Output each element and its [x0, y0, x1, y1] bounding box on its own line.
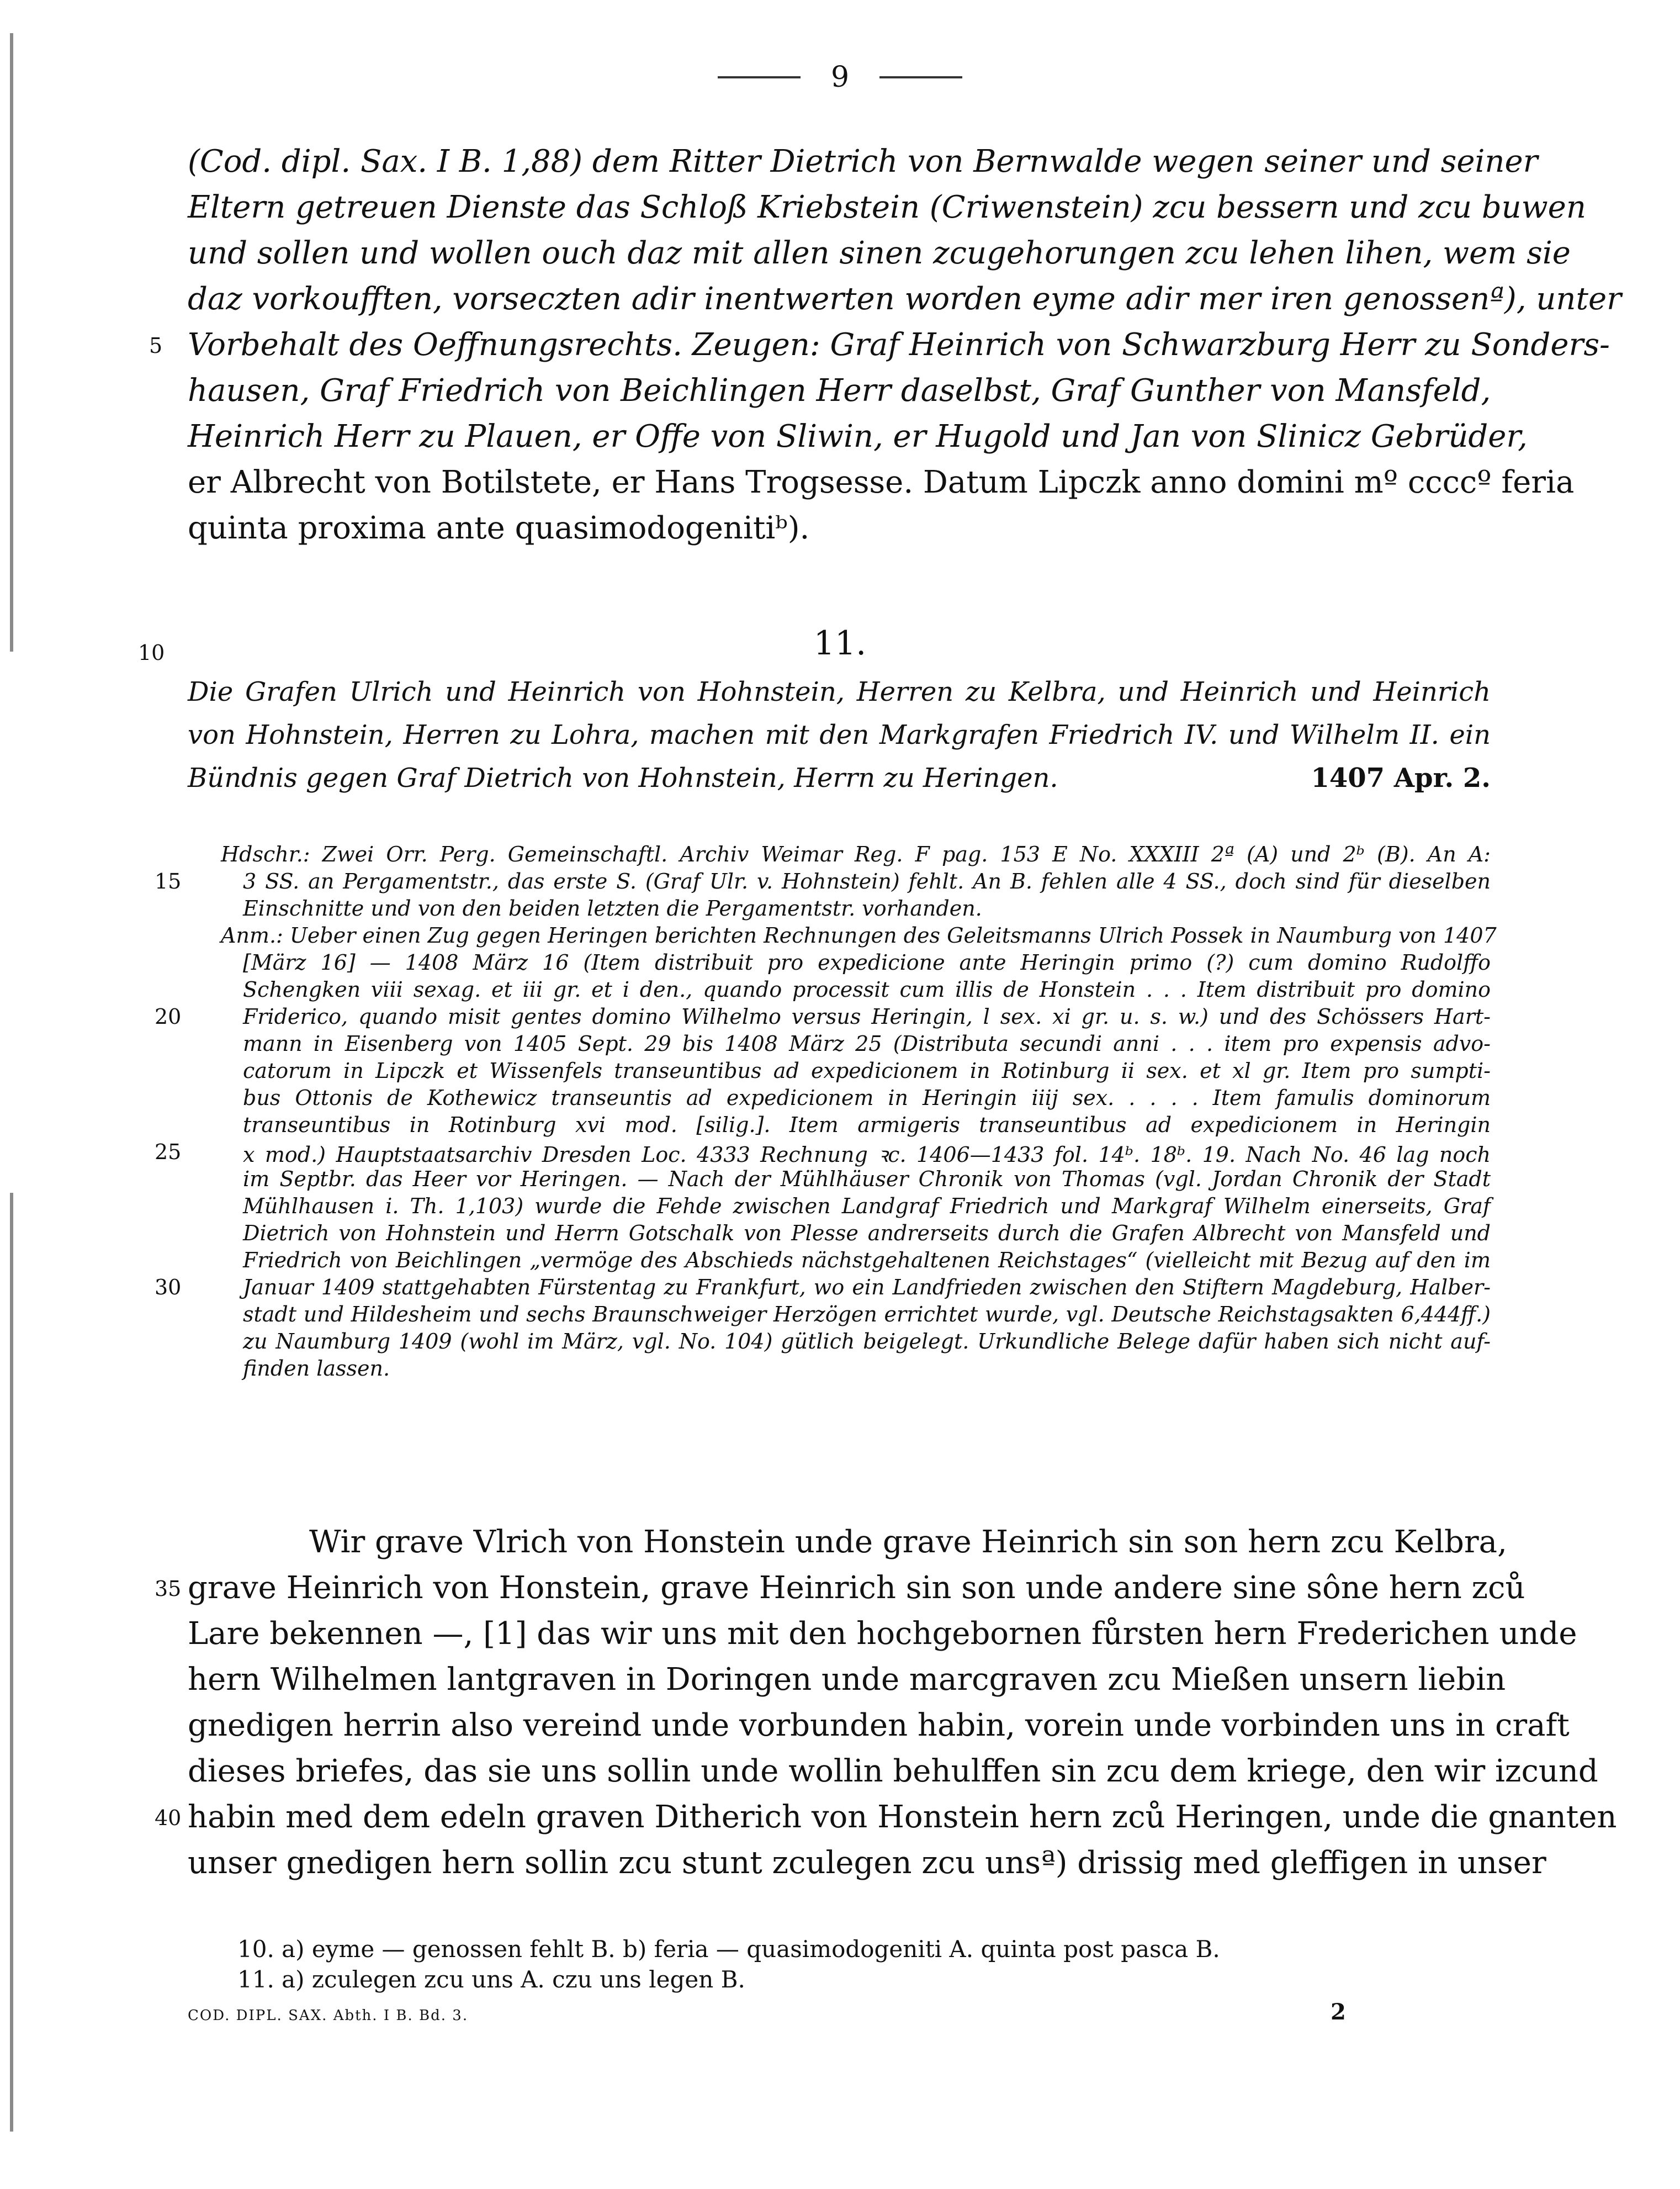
- text-line: Heinrich Herr zu Plauen, er Offe von Sliwin, er Hugold und Jan von Slinicz Gebrüder,: [188, 419, 1528, 454]
- text-line: (Cod. dipl. Sax. I B. 1,88) dem Ritter Dietrich von Bernwalde wegen seiner und seiner: [188, 144, 1538, 179]
- page-number: 9: [830, 61, 850, 94]
- line-number: 40: [155, 1806, 182, 1830]
- text-line: und sollen und wollen ouch daz mit allen sinen zcugehorungen zcu lehen lihen, wem sie: [188, 235, 1571, 271]
- note-line: x mod.) Hauptstaatsarchiv Dresden Loc. 4333 Rechnung ꝛc. 1406—1433 fol. 14ᵇ. 18ᵇ. 19. Nach No. 46 lag noch: [243, 1143, 1491, 1167]
- line-number: 30: [155, 1275, 182, 1299]
- line-number: 15: [155, 869, 182, 893]
- note-line: bus Ottonis de Kothewicz transeuntis ad expedicionem in Heringin iiij sex. . . . . Item famulis dominorum: [243, 1086, 1491, 1110]
- regest-line: von Hohnstein, Herren zu Lohra, machen mit den Markgrafen Friedrich IV. und Wilhelm II. ein: [188, 720, 1491, 750]
- text-line: er Albrecht von Botilstete, er Hans Trogsesse. Datum Lipczk anno domini mº ccccº feria: [188, 464, 1575, 500]
- document-number: 11.: [813, 624, 867, 663]
- note-line: Mühlhausen i. Th. 1,103) wurde die Fehde zwischen Landgraf Friedrich und Markgraf Wilhelm einerseits, Graf: [243, 1194, 1491, 1218]
- line-number: 20: [155, 1004, 182, 1029]
- note-line: catorum in Lipczk et Wissenfels transeuntibus ad expedicionem in Rotinburg ii sex. et xl gr. Item pro sumpti-: [243, 1059, 1491, 1083]
- line-number: 25: [155, 1140, 182, 1164]
- line-number: 5: [149, 334, 163, 358]
- note-line: Schengken viii sexag. et iii gr. et i den., quando processit cum illis de Honstein . . . Item distribuit pro domino: [243, 977, 1491, 1002]
- sheet-number: 2: [1331, 1999, 1346, 2025]
- regest-line: Bündnis gegen Graf Dietrich von Hohnstein, Herrn zu Heringen. 1407 Apr. 2.: [188, 763, 1491, 794]
- document-date: 1407 Apr. 2.: [1311, 763, 1491, 794]
- scan-margin-mark: [10, 33, 13, 652]
- note-line: [März 16] — 1408 März 16 (Item distribuit pro expedicione ante Heringin primo (?) cum domino Rudolffo: [243, 950, 1491, 975]
- text-line: hern Wilhelmen lantgraven in Doringen unde marcgraven zcu Mießen unsern liebin: [188, 1662, 1506, 1698]
- scan-margin-mark: [10, 1193, 13, 2132]
- line-number: 35: [155, 1577, 182, 1601]
- note-line: Hdschr.: Zwei Orr. Perg. Gemeinschaftl. Archiv Weimar Reg. F pag. 153 E No. XXXIII 2ª (A) und 2ᵇ (B). An A:: [221, 842, 1491, 866]
- note-line: stadt und Hildesheim und sechs Braunschweiger Herzögen errichtet wurde, vgl. Deutsche Reichstagsakten 6,444ff.): [243, 1302, 1491, 1326]
- line-number: 10: [138, 641, 165, 665]
- text-line: Eltern getreuen Dienste das Schloß Kriebstein (Criwenstein) zcu bessern und zcu buwen: [188, 189, 1586, 225]
- note-line: Friedrich von Beichlingen „vermöge des Abschieds nächstgehaltenen Reichstages“ (vielleicht mit Bezug auf den im: [243, 1248, 1491, 1272]
- text-line: Vorbehalt des Oeffnungsrechts. Zeugen: Graf Heinrich von Schwarzburg Herr zu Sonders-: [188, 327, 1610, 363]
- note-line: 3 SS. an Pergamentstr., das erste S. (Graf Ulr. v. Hohnstein) fehlt. An B. fehlen alle 4 SS., doch sind für dieselben: [243, 869, 1491, 893]
- text-line: hausen, Graf Friedrich von Beichlingen Herr daselbst, Graf Gunther von Mansfeld,: [188, 373, 1491, 409]
- note-line: im Septbr. das Heer vor Heringen. — Nach der Mühlhäuser Chronik von Thomas (vgl. Jordan Chronik der Stadt: [243, 1167, 1491, 1191]
- footnote-line: 10. a) eyme — genossen fehlt B. b) feria — quasimodogeniti A. quinta post pasca B.: [237, 1936, 1220, 1963]
- note-line: mann in Eisenberg von 1405 Sept. 29 bis 1408 März 25 (Distributa secundi anni . . . item pro expensis advo-: [243, 1032, 1491, 1056]
- note-line: Friderico, quando misit gentes domino Wilhelmo versus Heringin, l sex. xi gr. u. s. w.) und des Schössers Hart-: [243, 1004, 1491, 1029]
- note-line: Dietrich von Hohnstein und Herrn Gotschalk von Plesse andrerseits durch die Grafen Albrecht von Mansfeld und: [243, 1221, 1491, 1245]
- volume-signature: COD. DIPL. SAX. Abth. I B. Bd. 3.: [188, 2007, 469, 2024]
- header-rule-left: [718, 76, 801, 78]
- header-rule-right: [879, 76, 962, 78]
- regest-line: Die Grafen Ulrich und Heinrich von Hohnstein, Herren zu Kelbra, und Heinrich und Heinrich: [188, 676, 1491, 707]
- note-line: Januar 1409 stattgehabten Fürstentag zu Frankfurt, wo ein Landfrieden zwischen den Stiftern Magdeburg, Halber-: [243, 1275, 1491, 1299]
- text-line: dieses briefes, das sie uns sollin unde wollin behulffen sin zcu dem kriege, den wir izcund: [188, 1753, 1598, 1789]
- text-line: daz vorkoufften, vorseczten adir inentwerten worden eyme adir mer iren genossenª), unter: [188, 281, 1621, 317]
- footnote-line: 11. a) zculegen zcu uns A. czu uns legen B.: [237, 1966, 745, 1993]
- note-line: finden lassen.: [243, 1356, 390, 1381]
- note-line: Anm.: Ueber einen Zug gegen Heringen berichten Rechnungen des Geleitsmanns Ulrich Possek in Naumburg von 1407: [221, 923, 1497, 948]
- text-line: quinta proxima ante quasimodogenitiᵇ).: [188, 510, 810, 546]
- note-line: Einschnitte und von den beiden letzten die Pergamentstr. vorhanden.: [243, 896, 982, 921]
- text-line: gnedigen herrin also vereind unde vorbunden habin, vorein unde vorbinden uns in craft: [188, 1707, 1570, 1743]
- text-line: Lare bekennen —, [1] das wir uns mit den hochgebornen fůrsten hern Frederichen unde: [188, 1616, 1577, 1652]
- text-line: grave Heinrich von Honstein, grave Heinrich sin son unde andere sine sône hern zců: [188, 1570, 1525, 1606]
- text-line: habin med dem edeln graven Ditherich von Honstein hern zců Heringen, unde die gnanten: [188, 1799, 1617, 1835]
- note-line: transeuntibus in Rotinburg xvi mod. [silig.]. Item armigeris transeuntibus ad expedicionem in Heringin: [243, 1113, 1491, 1137]
- note-line: zu Naumburg 1409 (wohl im März, vgl. No. 104) gütlich beigelegt. Urkundliche Belege dafür haben sich nicht auf-: [243, 1329, 1491, 1353]
- page-header: [0, 61, 1680, 94]
- text-line: Wir grave Vlrich von Honstein unde grave Heinrich sin son hern zcu Kelbra,: [309, 1524, 1507, 1560]
- text-line: unser gnedigen hern sollin zcu stunt zculegen zcu unsª) drissig med gleffigen in unser: [188, 1845, 1546, 1881]
